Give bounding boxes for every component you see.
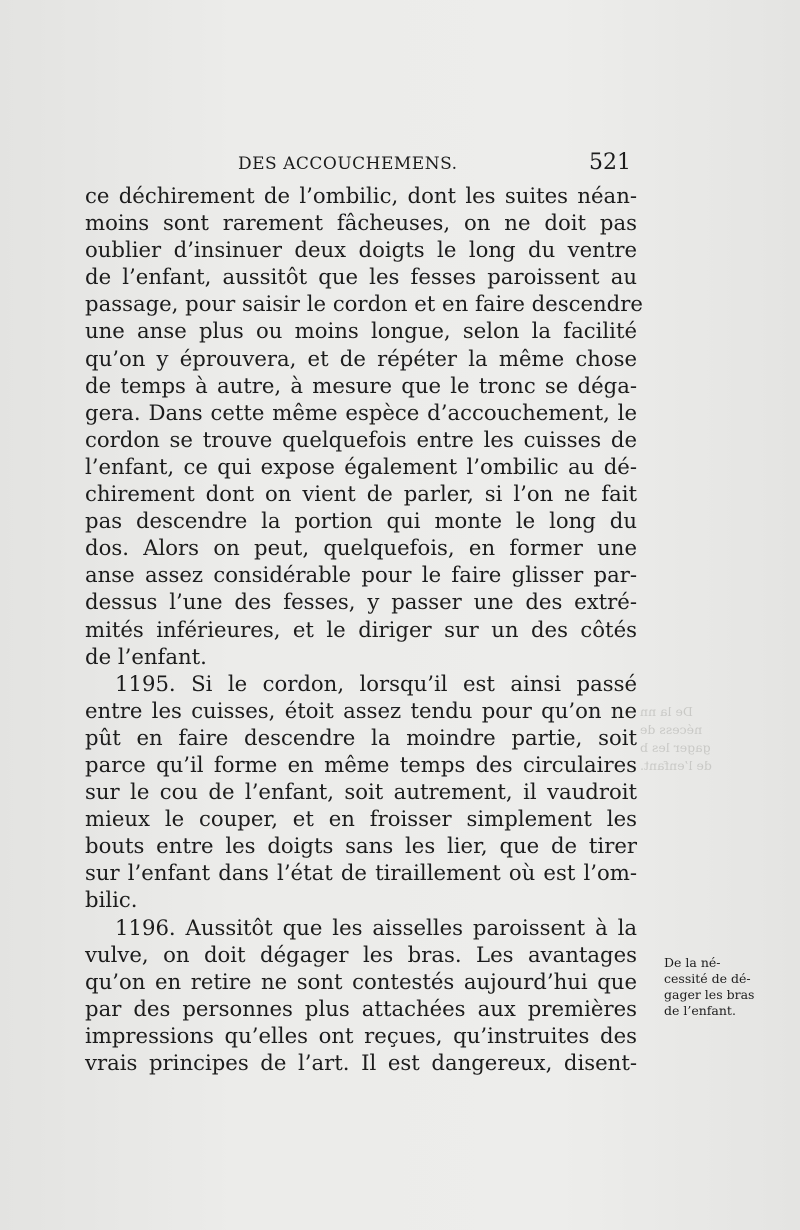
text-line: de l’enfant, aussitôt que les fesses paroissent au — [85, 264, 637, 290]
text-line: qu’on y éprouvera, et de répéter la même chose — [85, 345, 637, 371]
text-line: ce déchirement de l’ombilic, dont les suites néan- — [85, 183, 637, 208]
text-line: gera. Dans cette même espèce d’accouchement, le — [85, 399, 637, 425]
running-title: DES ACCOUCHEMENS. — [238, 154, 458, 174]
text-line: oublier d’insinuer deux doigts le long du ventre — [85, 237, 637, 263]
paragraph-start-line: 1196. Aussitôt que les aisselles paroissent à la — [115, 914, 637, 940]
paragraph-end-line: de l’enfant. — [85, 643, 207, 669]
text-line: mités inférieures, et le diriger sur un des côtés — [85, 616, 637, 642]
bleed-through-text — [640, 703, 712, 775]
text-line: entre les cuisses, étoit assez tendu pour qu’on ne — [85, 697, 637, 723]
text-line: pas descendre la portion qui monte le long du — [85, 508, 637, 534]
text-line: une anse plus ou moins longue, selon la facilité — [85, 318, 637, 344]
text-line: chirement dont on vient de parler, si l’on ne fait — [85, 481, 637, 507]
text-line: impressions qu’elles ont reçues, qu’instruites des — [85, 1022, 637, 1048]
margin-note-line: cessité de dé- — [664, 971, 751, 986]
bleed-through-line: de l’enfant. — [640, 758, 712, 773]
text-line: sur l’enfant dans l’état de tiraillement où est l’om- — [85, 860, 637, 886]
text-line: cordon se trouve quelquefois entre les cuisses de — [85, 426, 637, 452]
text-line: sur le cou de l’enfant, soit autrement, il vaudroit — [85, 779, 637, 805]
margin-note-line: De la né- — [664, 955, 721, 970]
margin-note-line: gager les bras — [664, 987, 755, 1002]
paragraph-end-line: bilic. — [85, 887, 138, 913]
page-header — [85, 150, 655, 180]
body-text — [85, 182, 643, 1076]
bleed-through-line: gager les b — [640, 740, 711, 755]
text-line: qu’on en retire ne sont contestés aujourd’hui que — [85, 968, 637, 994]
paragraph-start-line: 1195. Si le cordon, lorsqu’il est ainsi passé — [115, 670, 637, 696]
margin-note — [664, 955, 759, 1019]
text-line: de temps à autre, à mesure que le tronc se déga- — [85, 372, 637, 398]
bleed-through-line: nécess de — [640, 722, 703, 737]
text-line: mieux le couper, et en froisser simplement les — [85, 806, 637, 832]
page-number: 521 — [589, 150, 631, 175]
margin-note-line: de l’enfant. — [664, 1003, 736, 1018]
text-line: l’enfant, ce qui expose également l’ombilic au dé- — [85, 453, 637, 479]
text-line: bouts entre les doigts sans les lier, que de tirer — [85, 833, 637, 859]
text-line: dessus l’une des fesses, y passer une des extré- — [85, 589, 637, 615]
text-line: dos. Alors on peut, quelquefois, en former une — [85, 535, 637, 561]
text-line: parce qu’il forme en même temps des circulaires — [85, 751, 637, 777]
text-line: passage, pour saisir le cordon et en faire descendre — [85, 291, 643, 317]
bleed-through-line: De la nn — [640, 704, 693, 719]
text-line: vrais principes de l’art. Il est dangereux, disent- — [85, 1050, 637, 1075]
text-line: pût en faire descendre la moindre partie, soit — [85, 724, 637, 750]
text-line: vulve, on doit dégager les bras. Les avantages — [85, 941, 637, 967]
text-line: anse assez considérable pour le faire glisser par- — [85, 562, 637, 588]
text-line: moins sont rarement fâcheuses, on ne doit pas — [85, 210, 637, 236]
text-line: par des personnes plus attachées aux premières — [85, 995, 637, 1021]
